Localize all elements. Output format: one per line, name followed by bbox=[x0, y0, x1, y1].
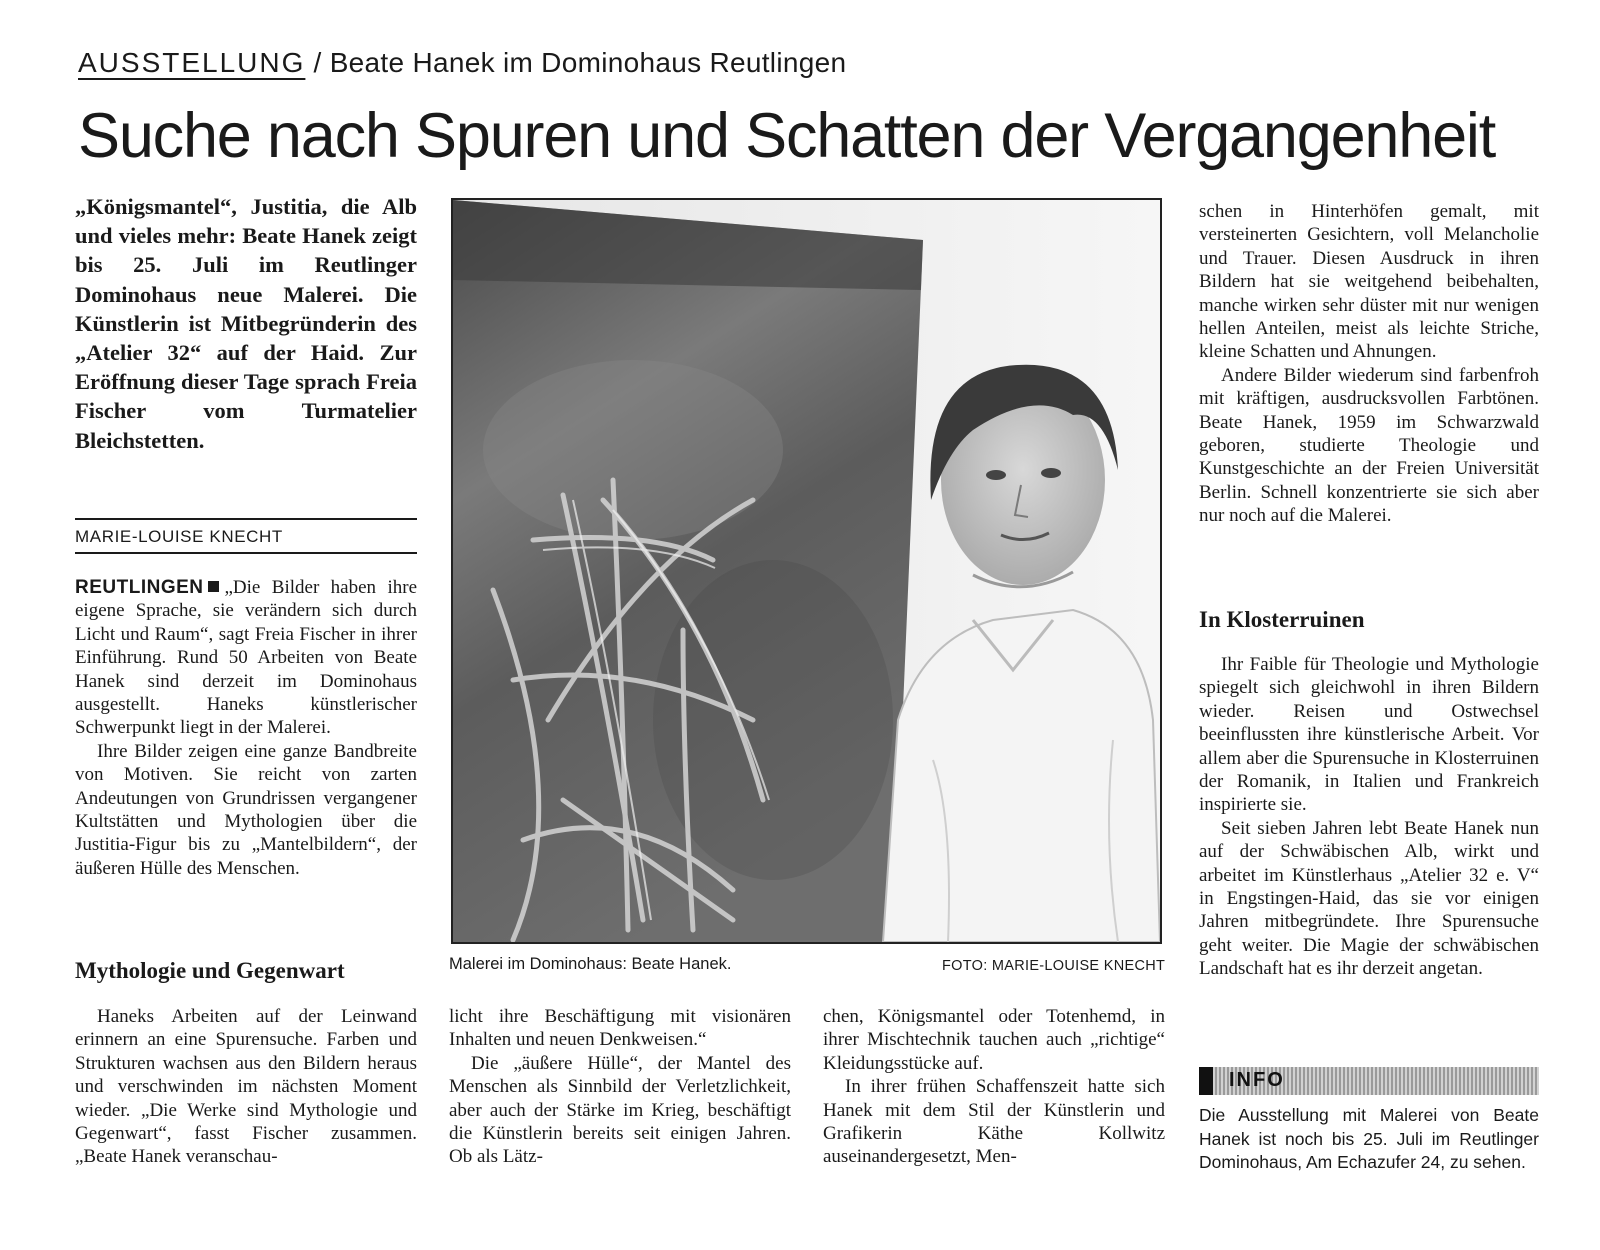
paragraph: In ihrer frühen Schaffenszeit hatte sich Hanek mit dem Stil der Künstlerin und Grafikerin Käthe Kollwitz auseinandergesetzt, Men- bbox=[823, 1076, 1165, 1168]
photo-caption: Malerei im Dominohaus: Beate Hanek. bbox=[449, 955, 732, 973]
article-column-4 bbox=[1199, 200, 1539, 528]
paragraph: Ihre Bilder zeigen eine ganze Bandbreite von Motiven. Sie reicht von zarten Andeutungen von Grundrissen vergangener Kultstätten und Mythologien über die Justitia-Figur bis zu „Mantelbildern“, der äußeren Hülle des Menschen. bbox=[75, 740, 417, 879]
dateline: REUTLINGEN bbox=[75, 577, 204, 598]
paragraph: Seit sieben Jahren lebt Beate Hanek nun auf der Schwäbischen Alb, wirkt und arbeitet im Künstlerhaus „Atelier 32 e. V“ in Engstingen-Haid, das sie vor einigen Jahren mitbegründete. Ihre Spurensuche geht weiter. Die Magie der schwäbischen Landschaft hat es ihr derzeit angetan. bbox=[1199, 817, 1539, 980]
paragraph: chen, Königsmantel oder Totenhemd, in ihrer Mischtechnik tauchen auch „richtige“ Kleidungsstücke auf. bbox=[823, 1006, 1165, 1074]
dateline-square-icon bbox=[208, 581, 219, 592]
paragraph: Die „äußere Hülle“, der Mantel des Menschen als Sinnbild der Verletzlichkeit, aber auch der Stärke im Krieg, beschäftigt die Künstlerin bereits seit einigen Jahren. Ob als Lätz- bbox=[449, 1052, 791, 1168]
paragraph: Ihr Faible für Theologie und Mythologie spiegelt sich gleichwohl in ihren Bildern wieder. Reisen und Ostwechsel beeinflussten ihre künstlerische Arbeit. Vor allem aber die Spurensuche in Klosterruinen der Romanik, in Italien und Frankreich inspirierte sie. bbox=[1199, 654, 1539, 816]
kicker bbox=[78, 47, 846, 79]
article-photo bbox=[451, 198, 1162, 944]
paragraph-text: „Die Bilder haben ihre eigene Sprache, sie verändern sich durch Licht und Raum“, sagt Freia Fischer in ihrer Einführung. Rund 50 Arbeiten von Beate Hanek sind derzeit im Dominohaus ausgestellt. Haneks künstlerischer Schwerpunkt liegt in der Malerei. bbox=[75, 577, 417, 739]
info-marker-icon bbox=[1199, 1067, 1213, 1095]
headline: Suche nach Spuren und Schatten der Vergangenheit bbox=[78, 101, 1496, 171]
byline-rule-bottom bbox=[75, 552, 417, 554]
paragraph: Andere Bilder wiederum sind farbenfroh mit kräftigen, ausdrucksvollen Farbtönen. Beate Hanek, 1959 im Schwarzwald geboren, studierte Theologie und Kunstgeschichte an der Freien Universität Berlin. Schnell konzentrierte sie sich aber nur noch auf die Malerei. bbox=[1199, 364, 1539, 527]
paragraph: Haneks Arbeiten auf der Leinwand erinnern an eine Spurensuche. Farben und Strukturen wachsen aus den Bildern heraus und verschwinden im nächsten Moment wieder. „Die Werke sind Mythologie und Gegenwart“, fasst Fischer zusammen. „Beate Hanek veranschau- bbox=[75, 1006, 417, 1168]
lead-paragraph: „Königsmantel“, Justitia, die Alb und vieles mehr: Beate Hanek zeigt bis 25. Juli im Reutlinger Dominohaus neue Malerei. Die Künstlerin ist Mitbegründerin des „Atelier 32“ auf der Haid. Zur Eröffnung dieser Tage sprach Freia Fischer vom Turmatelier Bleichstetten. bbox=[75, 194, 417, 453]
article-column-4-continued bbox=[1199, 653, 1539, 981]
kicker-section: AUSSTELLUNG bbox=[78, 47, 306, 78]
photo-artwork-and-artist bbox=[453, 200, 1160, 942]
paragraph bbox=[75, 576, 417, 740]
article-column-1-continued bbox=[75, 1005, 417, 1169]
kicker-separator: / bbox=[313, 47, 322, 78]
kicker-topic: Beate Hanek im Dominohaus Reutlingen bbox=[329, 47, 847, 78]
article-column-1 bbox=[75, 576, 417, 880]
paragraph: schen in Hinterhöfen gemalt, mit versteinerten Gesichtern, voll Melancholie und Trauer. Diesen Ausdruck in ihren Bildern hat sie weitgehend beibehalten, manche wirken sehr düster mit nur wenigen hellen Anteilen, meist als leichte Striche, kleine Schatten und Ahnungen. bbox=[1199, 201, 1539, 363]
info-label: INFO bbox=[1229, 1069, 1285, 1091]
subheading-mythologie: Mythologie und Gegenwart bbox=[75, 958, 345, 983]
byline-rule-top bbox=[75, 518, 417, 520]
info-box-header bbox=[1199, 1067, 1539, 1095]
byline: MARIE-LOUISE KNECHT bbox=[75, 527, 283, 546]
photo-credit: FOTO: MARIE-LOUISE KNECHT bbox=[942, 958, 1166, 974]
info-box-text: Die Ausstellung mit Malerei von Beate Hanek ist noch bis 25. Juli im Reutlinger Dominohaus, Am Echazufer 24, zu sehen. bbox=[1199, 1105, 1539, 1172]
article-column-2 bbox=[449, 1005, 791, 1169]
subheading-klosterruinen: In Klosterruinen bbox=[1199, 607, 1365, 632]
article-column-3 bbox=[823, 1005, 1165, 1169]
paragraph: licht ihre Beschäftigung mit visionären Inhalten und neuen Denkweisen.“ bbox=[449, 1006, 791, 1051]
